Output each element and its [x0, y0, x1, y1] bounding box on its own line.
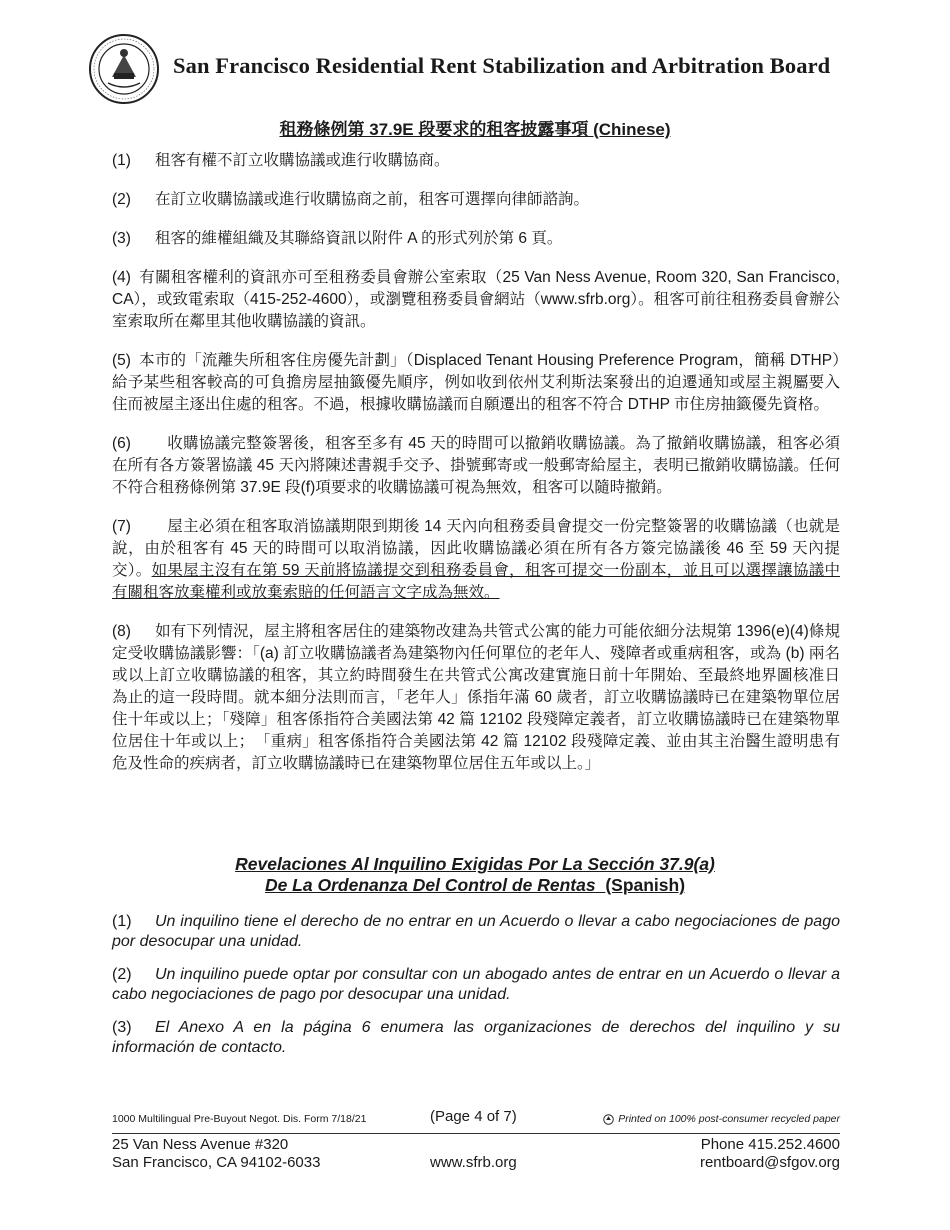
spanish-title-line1: Revelaciones Al Inquilino Exigidas Por La Sección 37.9(a): [235, 854, 715, 874]
website-link[interactable]: www.sfrb.org: [430, 1154, 517, 1171]
list-item: (3) 租客的維權組織及其聯絡資訊以附件 A 的形式列於第 6 頁。: [112, 230, 563, 247]
organization-name: San Francisco Residential Rent Stabilization and Arbitration Board: [173, 53, 831, 78]
recycled-note: Printed on 100% post-consumer recycled paper: [603, 1113, 840, 1125]
office-address: 25 Van Ness Avenue #320 San Francisco, CA 94102-6033: [112, 1136, 321, 1171]
list-item: (7) 屋主必須在租客取消協議期限到期後 14 天內向租務委員會提交一份完整簽署的收購協議（也就是說，由於租客有 45 天的時間可以取消協議，因此收購協議必須在所有各方簽完協議後 46 至 59 天內提交）。如果屋主沒有在第 59 天前將協議提交到租務委員會，租客可提交一份副本，並且可以選擇讓協議中有關租客放棄權利或放棄索賠的任何語言文字成為無效。: [112, 518, 840, 601]
list-item: (1) 租客有權不訂立收購協議或進行收購協商。: [112, 152, 450, 169]
chinese-disclosure-list: [112, 150, 840, 775]
list-item: (2) Un inquilino puede optar por consultar con un abogado antes de entrar en un Acuerdo o llevar a cabo negociaciones de pago por desocupar una unidad.: [112, 966, 840, 1003]
footer-divider: [112, 1133, 840, 1134]
list-item: (1) Un inquilino tiene el derecho de no entrar en un Acuerdo o llevar a cabo negociaciones de pago por desocupar una unidad.: [112, 913, 840, 950]
list-item: (6) 收購協議完整簽署後，租客至多有 45 天的時間可以撤銷收購協議。為了撤銷收購協議，租客必須在所有各方簽署協議 45 天內將陳述書親手交予、掛號郵寄或一般郵寄給屋主，表明已撤銷收購協議。任何不符合租務條例第 37.9E 段(f)項要求的收購協議可視為無效，租客可以隨時撤銷。: [112, 435, 840, 496]
email-link[interactable]: rentboard@sfgov.org: [699, 1154, 840, 1171]
underlined-clause: 如果屋主沒有在第 59 天前將協議提交到租務委員會，租客可提交一份副本，並且可以選擇讓協議中有關租客放棄權利或放棄索賠的任何語言文字成為無效。: [112, 562, 840, 601]
spanish-section-title: [0, 854, 950, 896]
page-number: (Page 4 of 7): [430, 1108, 517, 1125]
contact-info: [700, 1136, 840, 1172]
list-item: (3) El Anexo A en la página 6 enumera las organizaciones de derechos del inquilino y su información de contacto.: [112, 1019, 840, 1056]
spanish-disclosure-list: [112, 912, 840, 1071]
list-item: (5) 本市的「流離失所租客住房優先計劃」（Displaced Tenant Housing Preference Program，簡稱 DTHP）給予某些租客較高的可負擔房屋抽籤優先順序，例如收到依州艾利斯法案發出的迫遷通知或屋主親屬要入住而被屋主逐出住處的租客。不過，根據收購協議而自願遷出的租客不符合 DTHP 市住房抽籤優先資格。: [112, 352, 840, 413]
spanish-title-language: (Spanish): [605, 875, 686, 895]
chinese-section-title: 租務條例第 37.9E 段要求的租客披露事項 (Chinese): [279, 120, 671, 139]
city-seal-logo: [88, 33, 160, 105]
list-item: (2) 在訂立收購協議或進行收購協商之前，租客可選擇向律師諮詢。: [112, 191, 590, 208]
spanish-title-line2: De La Ordenanza Del Control de Rentas: [264, 875, 596, 895]
footer-meta: [112, 1110, 840, 1128]
recycle-icon: [603, 1114, 614, 1125]
phone-number: Phone 415.252.4600: [700, 1136, 840, 1153]
form-id: 1000 Multilingual Pre-Buyout Negot. Dis. Form 7/18/21: [112, 1113, 367, 1125]
list-item: (4) 有關租客權利的資訊亦可至租務委員會辦公室索取（25 Van Ness Avenue, Room 320, San Francisco, CA），或致電索取（415-252-4600），或瀏覽租務委員會網站（www.sfrb.org）。租客可前往租務委員會辦公室索取所在鄰里其他收購協議的資訊。: [112, 269, 840, 330]
list-item: (8) 如有下列情況，屋主將租客居住的建築物改建為共管式公寓的能力可能依細分法規第 1396(e)(4)條規定受收購協議影響：「(a) 訂立收購協議者為建築物內任何單位的老年人、殘障者或重病租客，或為 (b) 兩名或以上訂立收購協議的租客，其立約時間發生在共管式公寓改建實施日前十年開始、至最終地界圖核准日為止的這一段時間。就本細分法則而言，「老年人」係指年滿 60 歲者，訂立收購協議時已在建築物單位居住十年或以上；「殘障」租客係指符合美國法第 42 篇 12102 段殘障定義者，訂立收購協議時已在建築物單位居住十年或以上； 「重病」租客係指符合美國法第 42 篇 12102 段殘障定義、並由其主治醫生證明患有危及性命的疾病者，訂立收購協議時已在建築物單位居住五年或以上。」: [112, 623, 840, 772]
